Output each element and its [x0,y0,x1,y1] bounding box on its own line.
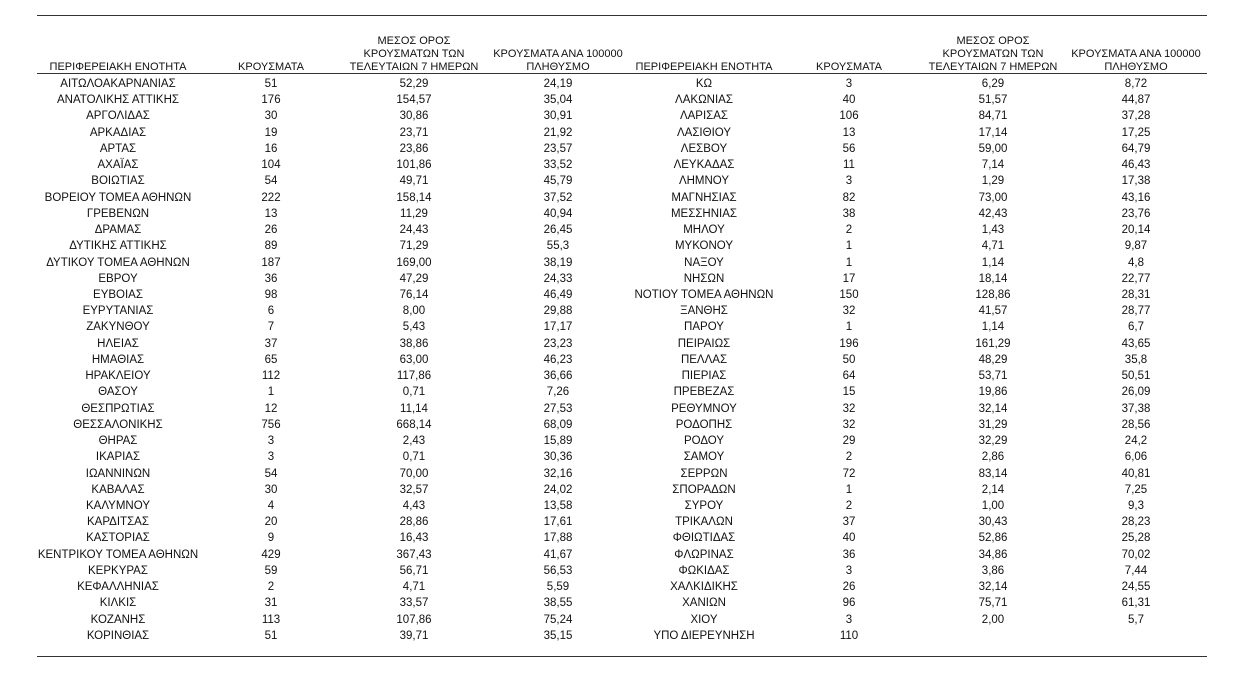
cell-avg7-left: 49,71 [399,175,429,188]
header-avg7-right: ΜΕΣΟΣ ΟΡΟΣ ΚΡΟΥΣΜΑΤΩΝ ΤΩΝ ΤΕΛΕΥΤΑΙΩΝ 7 ΗΜΕΡΩΝ [928,35,1058,73]
cell-per100k-right: 6,06 [1124,451,1148,464]
cell-avg7-right: 19,86 [978,386,1008,399]
cell-cases-left: 54 [264,467,278,480]
cell-cases-right: 2 [845,451,853,464]
cell-region-left: ΚΟΡΙΝΘΙΑΣ [86,629,150,642]
header-avg7-left: ΜΕΣΟΣ ΟΡΟΣ ΚΡΟΥΣΜΑΤΩΝ ΤΩΝ ΤΕΛΕΥΤΑΙΩΝ 7 ΗΜΕΡΩΝ [349,35,479,73]
cell-avg7-left: 11,29 [400,207,428,220]
cell-avg7-right: 2,86 [981,451,1005,464]
cell-per100k-left: 41,67 [543,548,573,561]
cell-region-left: ΕΒΡΟΥ [98,272,138,285]
cell-cases-left: 3 [267,435,275,448]
cell-per100k-left: 36,66 [543,370,573,383]
cell-region-right: ΚΩ [695,78,713,90]
cell-region-right: ΠΑΡΟΥ [684,321,724,334]
cell-avg7-right: 2,00 [981,613,1005,626]
header-per100k-right: ΚΡΟΥΣΜΑΤΑ ΑΝΑ 100000 ΠΛΗΘΥΣΜΟ [1071,48,1201,73]
cell-region-right: ΦΛΩΡΙΝΑΣ [674,548,734,561]
cell-per100k-left: 26,45 [543,224,573,237]
cell-region-right: ΧΙΟΥ [690,613,718,626]
cell-per100k-left: 17,61 [543,516,573,529]
cell-region-right: ΛΕΥΚΑΔΑΣ [673,159,735,172]
cell-per100k-left: 32,16 [543,467,573,480]
cell-avg7-right: 34,86 [978,548,1008,561]
cell-per100k-right: 35,8 [1124,353,1148,366]
cell-avg7-right: 30,43 [978,516,1008,529]
cell-cases-left: 19 [264,126,278,139]
cell-region-left: ΗΜΑΘΙΑΣ [91,353,145,366]
cell-cases-left: 37 [264,337,278,350]
cell-avg7-left: 63,00 [399,353,429,366]
cell-avg7-left: 4,71 [402,581,426,594]
cell-region-left: ΘΗΡΑΣ [98,435,138,448]
cell-cases-left: 20 [264,516,278,529]
cell-avg7-right: 17,14 [978,126,1008,139]
cell-per100k-right: 24,2 [1124,435,1148,448]
cell-region-right: ΠΙΕΡΙΑΣ [681,370,727,383]
cell-avg7-left: 11,14 [400,402,428,415]
cell-avg7-right: 2,14 [981,483,1005,496]
cell-region-right: ΛΑΚΩΝΙΑΣ [675,94,733,107]
cell-avg7-right: 31,29 [978,418,1008,431]
cell-per100k-right: 5,7 [1128,613,1144,626]
cell-per100k-right: 20,14 [1121,224,1151,237]
cell-region-left: ΚΕΦΑΛΛΗΝΙΑΣ [77,581,159,594]
cell-avg7-left: 0,71 [402,451,426,464]
cell-region-right: ΥΠΟ ΔΙΕΡΕΥΝΗΣΗ [653,629,755,642]
cell-avg7-right: 48,29 [978,353,1008,366]
cell-per100k-right: 28,31 [1121,288,1151,301]
cell-avg7-left: 28,86 [399,516,429,529]
cell-avg7-left: 101,86 [396,159,432,172]
cell-region-right: ΡΟΔΟΥ [683,435,725,448]
cell-region-right: ΣΥΡΟΥ [684,499,724,512]
cell-cases-left: 16 [264,142,278,155]
cell-region-right: ΛΕΣΒΟΥ [680,142,728,155]
cell-per100k-right: 28,56 [1121,418,1151,431]
header-rule [37,73,1207,74]
cell-cases-left: 176 [261,94,281,107]
cell-per100k-left: 27,53 [543,402,573,415]
cell-region-left: ΕΥΒΟΙΑΣ [93,288,143,301]
cell-cases-left: 36 [264,272,278,285]
cell-cases-right: 1 [845,240,853,253]
cell-per100k-right: 28,23 [1121,516,1151,529]
cell-avg7-left: 32,57 [399,483,429,496]
cell-cases-right: 11 [843,159,855,172]
cell-region-right: ΣΕΡΡΩΝ [680,467,728,480]
cell-region-left: ΘΑΣΟΥ [98,386,138,399]
cell-per100k-right: 8,72 [1124,78,1148,90]
cell-avg7-right: 1,00 [981,499,1005,512]
cell-cases-right: 2 [845,499,853,512]
cell-per100k-left: 46,49 [543,288,573,301]
cell-avg7-right: 161,29 [975,337,1011,350]
cell-avg7-right: 18,14 [978,272,1008,285]
cell-avg7-right: 51,57 [978,94,1008,107]
cell-region-left: ΓΡΕΒΕΝΩΝ [86,207,150,220]
cell-per100k-right: 37,28 [1121,110,1151,123]
cell-per100k-left: 56,53 [543,564,573,577]
cell-region-right: ΤΡΙΚΑΛΩΝ [675,516,733,529]
cell-cases-left: 13 [264,207,278,220]
cell-region-left: ΗΡΑΚΛΕΙΟΥ [85,370,151,383]
cell-region-left: ΔΥΤΙΚΗΣ ΑΤΤΙΚΗΣ [69,240,167,253]
cell-cases-left: 26 [264,224,278,237]
cell-avg7-left: 158,14 [396,191,432,204]
cell-region-right: ΣΑΜΟΥ [683,451,725,464]
cell-avg7-right: 83,14 [978,467,1008,480]
cell-cases-right: 50 [842,353,856,366]
cell-cases-left: 1 [267,386,275,399]
cell-region-left: ΔΥΤΙΚΟΥ ΤΟΜΕΑ ΑΘΗΝΩΝ [46,256,190,269]
cell-avg7-right: 73,00 [978,191,1008,204]
cell-per100k-right: 7,25 [1124,483,1148,496]
cell-cases-left: 113 [261,613,281,626]
cell-cases-right: 32 [842,402,856,415]
cell-per100k-left: 38,55 [543,597,573,610]
cell-per100k-right: 9,3 [1128,499,1144,512]
cell-per100k-left: 40,94 [543,207,573,220]
cell-per100k-right: 61,31 [1121,597,1151,610]
cell-region-right: ΣΠΟΡΑΔΩΝ [672,483,736,496]
cell-region-right: ΛΗΜΝΟΥ [678,175,730,188]
cell-region-left: ΚΙΛΚΙΣ [99,597,137,610]
cell-per100k-right: 22,77 [1121,272,1151,285]
cell-cases-left: 4 [267,499,275,512]
cell-cases-right: 3 [845,175,853,188]
cell-per100k-left: 45,79 [543,175,573,188]
cell-cases-right: 56 [842,142,856,155]
cell-avg7-left: 2,43 [402,435,426,448]
cell-cases-right: 37 [842,516,856,529]
cell-region-left: ΘΕΣΠΡΩΤΙΑΣ [81,402,155,415]
cell-cases-right: 1 [845,321,853,334]
cell-region-left: ΙΩΑΝΝΙΝΩΝ [85,467,151,480]
cell-cases-left: 6 [267,305,275,318]
cell-avg7-left: 52,29 [399,78,429,90]
cell-avg7-right: 1,14 [981,256,1005,269]
cell-per100k-right: 9,87 [1124,240,1148,253]
cell-cases-left: 9 [267,532,275,545]
cell-avg7-right: 1,43 [981,224,1005,237]
cell-per100k-right: 40,81 [1121,467,1151,480]
cell-cases-right: 110 [839,629,859,642]
cell-per100k-left: 35,04 [543,94,573,107]
cell-avg7-right: 32,29 [978,435,1008,448]
cell-region-left: ΑΝΑΤΟΛΙΚΗΣ ΑΤΤΙΚΗΣ [56,94,179,107]
cell-avg7-left: 16,43 [399,532,429,545]
cell-per100k-left: 24,19 [543,78,573,90]
cell-per100k-right: 46,43 [1121,159,1151,172]
cell-avg7-right: 128,86 [975,288,1011,301]
cell-region-right: ΦΘΙΩΤΙΔΑΣ [672,532,736,545]
cell-avg7-right: 4,71 [981,240,1005,253]
cell-cases-right: 150 [839,288,859,301]
cell-avg7-left: 38,86 [399,337,429,350]
cell-region-left: ΑΡΤΑΣ [99,142,137,155]
cell-region-right: ΜΑΓΝΗΣΙΑΣ [671,191,737,204]
cell-per100k-left: 30,36 [543,451,573,464]
cell-cases-right: 64 [842,370,856,383]
cell-per100k-left: 7,26 [546,386,570,399]
cell-cases-right: 82 [842,191,856,204]
cell-avg7-right: 41,57 [978,305,1008,318]
cell-avg7-left: 8,00 [402,305,426,318]
cell-region-right: ΧΑΝΙΩΝ [682,597,726,610]
cell-region-left: ΖΑΚΥΝΘΟΥ [86,321,150,334]
cell-region-right: ΦΩΚΙΔΑΣ [678,564,730,577]
cell-region-right: ΜΗΛΟΥ [683,224,725,237]
cell-per100k-right: 4,8 [1128,256,1144,269]
cell-per100k-left: 33,52 [543,159,573,172]
cell-cases-left: 104 [261,159,281,172]
cell-per100k-right: 23,76 [1121,207,1151,220]
cell-per100k-right: 43,16 [1121,191,1151,204]
cell-cases-right: 38 [842,207,856,220]
cell-avg7-left: 5,43 [402,321,426,334]
cell-per100k-left: 24,33 [543,272,573,285]
header-per100k-left: ΚΡΟΥΣΜΑΤΑ ΑΝΑ 100000 ΠΛΗΘΥΣΜΟ [493,48,623,73]
cell-avg7-left: 71,29 [399,240,429,253]
cell-per100k-left: 46,23 [543,353,573,366]
cell-avg7-right: 52,86 [978,532,1008,545]
cell-avg7-left: 154,57 [396,94,432,107]
cell-cases-left: 112 [261,370,281,383]
cell-avg7-right: 59,00 [978,142,1008,155]
header-cases-left: ΚΡΟΥΣΜΑΤΑ [238,61,304,73]
cell-cases-right: 26 [842,581,856,594]
cell-cases-left: 31 [264,597,278,610]
cell-per100k-left: 30,91 [543,110,573,123]
cell-region-right: ΝΗΣΩΝ [683,272,725,285]
cell-avg7-right: 42,43 [978,207,1008,220]
cell-avg7-right: 75,71 [978,597,1008,610]
cell-per100k-right: 44,87 [1121,94,1151,107]
cell-region-left: ΚΑΒΑΛΑΣ [91,483,145,496]
cell-region-left: ΑΧΑΪΑΣ [97,159,139,172]
cell-avg7-right: 32,14 [978,581,1008,594]
header-region-right: ΠΕΡΙΦΕΡΕΙΑΚΗ ΕΝΟΤΗΤΑ [635,61,773,73]
cell-cases-right: 40 [842,532,856,545]
cell-per100k-left: 75,24 [543,613,573,626]
cell-avg7-left: 107,86 [396,613,432,626]
cell-avg7-left: 30,86 [399,110,429,123]
cell-region-right: ΝΟΤΙΟΥ ΤΟΜΕΑ ΑΘΗΝΩΝ [634,288,774,301]
cell-region-left: ΚΕΡΚΥΡΑΣ [88,564,148,577]
cell-avg7-left: 39,71 [399,629,429,642]
cell-avg7-right: 7,14 [981,159,1005,172]
cell-per100k-right: 6,7 [1128,321,1144,334]
cell-region-right: ΞΑΝΘΗΣ [680,305,728,318]
cell-per100k-right: 26,09 [1121,386,1151,399]
cell-region-right: ΝΑΞΟΥ [684,256,724,269]
cell-per100k-left: 37,52 [543,191,573,204]
cell-cases-left: 2 [267,581,275,594]
cell-cases-right: 13 [842,126,856,139]
cell-avg7-left: 169,00 [396,256,432,269]
cell-cases-right: 72 [842,467,856,480]
cell-cases-left: 51 [264,78,278,90]
cell-per100k-left: 35,15 [543,629,573,642]
cell-region-left: ΚΕΝΤΡΙΚΟΥ ΤΟΜΕΑ ΑΘΗΝΩΝ [37,548,199,561]
cell-region-right: ΡΕΘΥΜΝΟΥ [671,402,737,415]
cell-cases-right: 40 [842,94,856,107]
cell-region-right: ΛΑΡΙΣΑΣ [679,110,729,123]
cell-per100k-right: 37,38 [1121,402,1151,415]
cell-region-left: ΚΟΖΑΝΗΣ [90,613,146,626]
cell-cases-right: 3 [845,564,853,577]
cell-cases-right: 36 [842,548,856,561]
cell-per100k-right: 7,44 [1124,564,1148,577]
cell-avg7-left: 56,71 [399,564,429,577]
cell-region-right: ΜΕΣΣΗΝΙΑΣ [670,207,738,220]
cell-per100k-left: 15,89 [543,435,573,448]
cell-cases-left: 7 [267,321,275,334]
cell-cases-right: 32 [842,305,856,318]
cell-per100k-right: 43,65 [1121,337,1151,350]
cell-avg7-left: 70,00 [399,467,429,480]
cell-cases-left: 30 [264,110,278,123]
cell-cases-right: 96 [842,597,856,610]
cell-cases-right: 196 [839,337,859,350]
cell-avg7-right: 1,14 [981,321,1005,334]
cell-region-left: ΔΡΑΜΑΣ [94,224,142,237]
cell-avg7-left: 23,86 [399,142,429,155]
cell-avg7-right: 53,71 [978,370,1008,383]
cell-region-left: ΒΟΙΩΤΙΑΣ [91,175,145,188]
cell-avg7-left: 76,14 [399,288,429,301]
cell-avg7-left: 24,43 [399,224,429,237]
cell-per100k-left: 13,58 [543,499,573,512]
cell-cases-right: 2 [845,224,853,237]
cell-cases-left: 89 [264,240,278,253]
cell-cases-left: 30 [264,483,278,496]
cell-per100k-left: 21,92 [543,126,573,139]
cell-cases-left: 59 [264,564,278,577]
cell-avg7-left: 33,57 [399,597,429,610]
cell-cases-left: 51 [264,629,278,642]
cell-per100k-right: 64,79 [1121,142,1151,155]
cell-per100k-left: 24,02 [543,483,573,496]
cell-region-left: ΚΑΛΥΜΝΟΥ [86,499,150,512]
cell-region-left: ΚΑΣΤΟΡΙΑΣ [86,532,150,545]
cell-region-left: ΗΛΕΙΑΣ [97,337,139,350]
cell-region-left: ΑΙΤΩΛΟΑΚΑΡΝΑΝΙΑΣ [60,78,176,90]
cell-avg7-left: 47,29 [399,272,429,285]
cell-cases-right: 29 [842,435,856,448]
cell-region-left: ΘΕΣΣΑΛΟΝΙΚΗΣ [73,418,163,431]
cell-cases-left: 65 [264,353,278,366]
cell-cases-right: 1 [845,256,853,269]
cell-avg7-right: 32,14 [978,402,1008,415]
cell-region-left: ΚΑΡΔΙΤΣΑΣ [87,516,149,529]
cell-per100k-right: 70,02 [1121,548,1151,561]
cell-per100k-left: 23,57 [543,142,573,155]
cell-cases-left: 756 [261,418,281,431]
cell-cases-right: 15 [842,386,856,399]
cell-avg7-right: 3,86 [981,564,1005,577]
cell-region-left: ΑΡΓΟΛΙΔΑΣ [86,110,150,123]
cell-cases-left: 429 [261,548,281,561]
cell-cases-right: 1 [845,483,853,496]
cell-per100k-right: 17,25 [1121,126,1151,139]
cell-avg7-right: 84,71 [978,110,1008,123]
cell-cases-left: 12 [264,402,278,415]
cell-avg7-left: 0,71 [402,386,426,399]
cell-region-left: ΒΟΡΕΙΟΥ ΤΟΜΕΑ ΑΘΗΝΩΝ [44,191,192,204]
cell-avg7-left: 367,43 [396,548,432,561]
cell-avg7-left: 668,14 [396,418,432,431]
cell-per100k-right: 24,55 [1121,581,1151,594]
cell-cases-right: 3 [845,78,853,90]
cell-per100k-right: 50,51 [1121,370,1151,383]
cell-region-left: ΕΥΡΥΤΑΝΙΑΣ [82,305,154,318]
cell-region-right: ΠΕΙΡΑΙΩΣ [677,337,731,350]
cell-cases-left: 54 [264,175,278,188]
cell-per100k-right: 17,38 [1121,175,1151,188]
header-region-left: ΠΕΡΙΦΕΡΕΙΑΚΗ ΕΝΟΤΗΤΑ [49,61,187,73]
cell-cases-left: 3 [267,451,275,464]
cell-region-right: ΡΟΔΟΠΗΣ [675,418,733,431]
cell-per100k-left: 29,88 [543,305,573,318]
cell-avg7-right: 1,29 [981,175,1005,188]
top-rule [37,15,1207,16]
cell-region-right: ΠΕΛΛΑΣ [680,353,728,366]
cell-per100k-right: 28,77 [1121,305,1151,318]
cell-cases-left: 187 [261,256,281,269]
cell-avg7-right: 6,29 [981,78,1005,90]
cell-per100k-left: 17,17 [543,321,573,334]
cell-avg7-left: 23,71 [399,126,429,139]
cell-region-right: ΜΥΚΟΝΟΥ [674,240,734,253]
cell-per100k-left: 68,09 [543,418,573,431]
cell-avg7-left: 4,43 [402,499,426,512]
cell-per100k-left: 5,59 [546,581,570,594]
cell-region-left: ΑΡΚΑΔΙΑΣ [89,126,147,139]
cell-cases-right: 17 [842,272,856,285]
cell-cases-left: 98 [264,288,278,301]
cell-region-right: ΛΑΣΙΘΙΟΥ [676,126,732,139]
cell-region-right: ΧΑΛΚΙΔΙΚΗΣ [670,581,738,594]
cell-per100k-left: 17,88 [543,532,573,545]
cell-cases-right: 32 [842,418,856,431]
cell-avg7-left: 117,86 [396,370,432,383]
cell-per100k-left: 38,19 [543,256,573,269]
cell-cases-right: 3 [845,613,853,626]
cell-region-right: ΠΡΕΒΕΖΑΣ [673,386,735,399]
table-header [0,28,1233,74]
cell-per100k-left: 55,3 [546,240,570,253]
cell-per100k-left: 23,23 [543,337,573,350]
header-cases-right: ΚΡΟΥΣΜΑΤΑ [816,61,882,73]
cell-per100k-right: 25,28 [1121,532,1151,545]
cell-cases-left: 222 [261,191,281,204]
cell-cases-right: 106 [839,110,859,123]
cell-region-left: ΙΚΑΡΙΑΣ [95,451,141,464]
bottom-rule [37,656,1207,657]
